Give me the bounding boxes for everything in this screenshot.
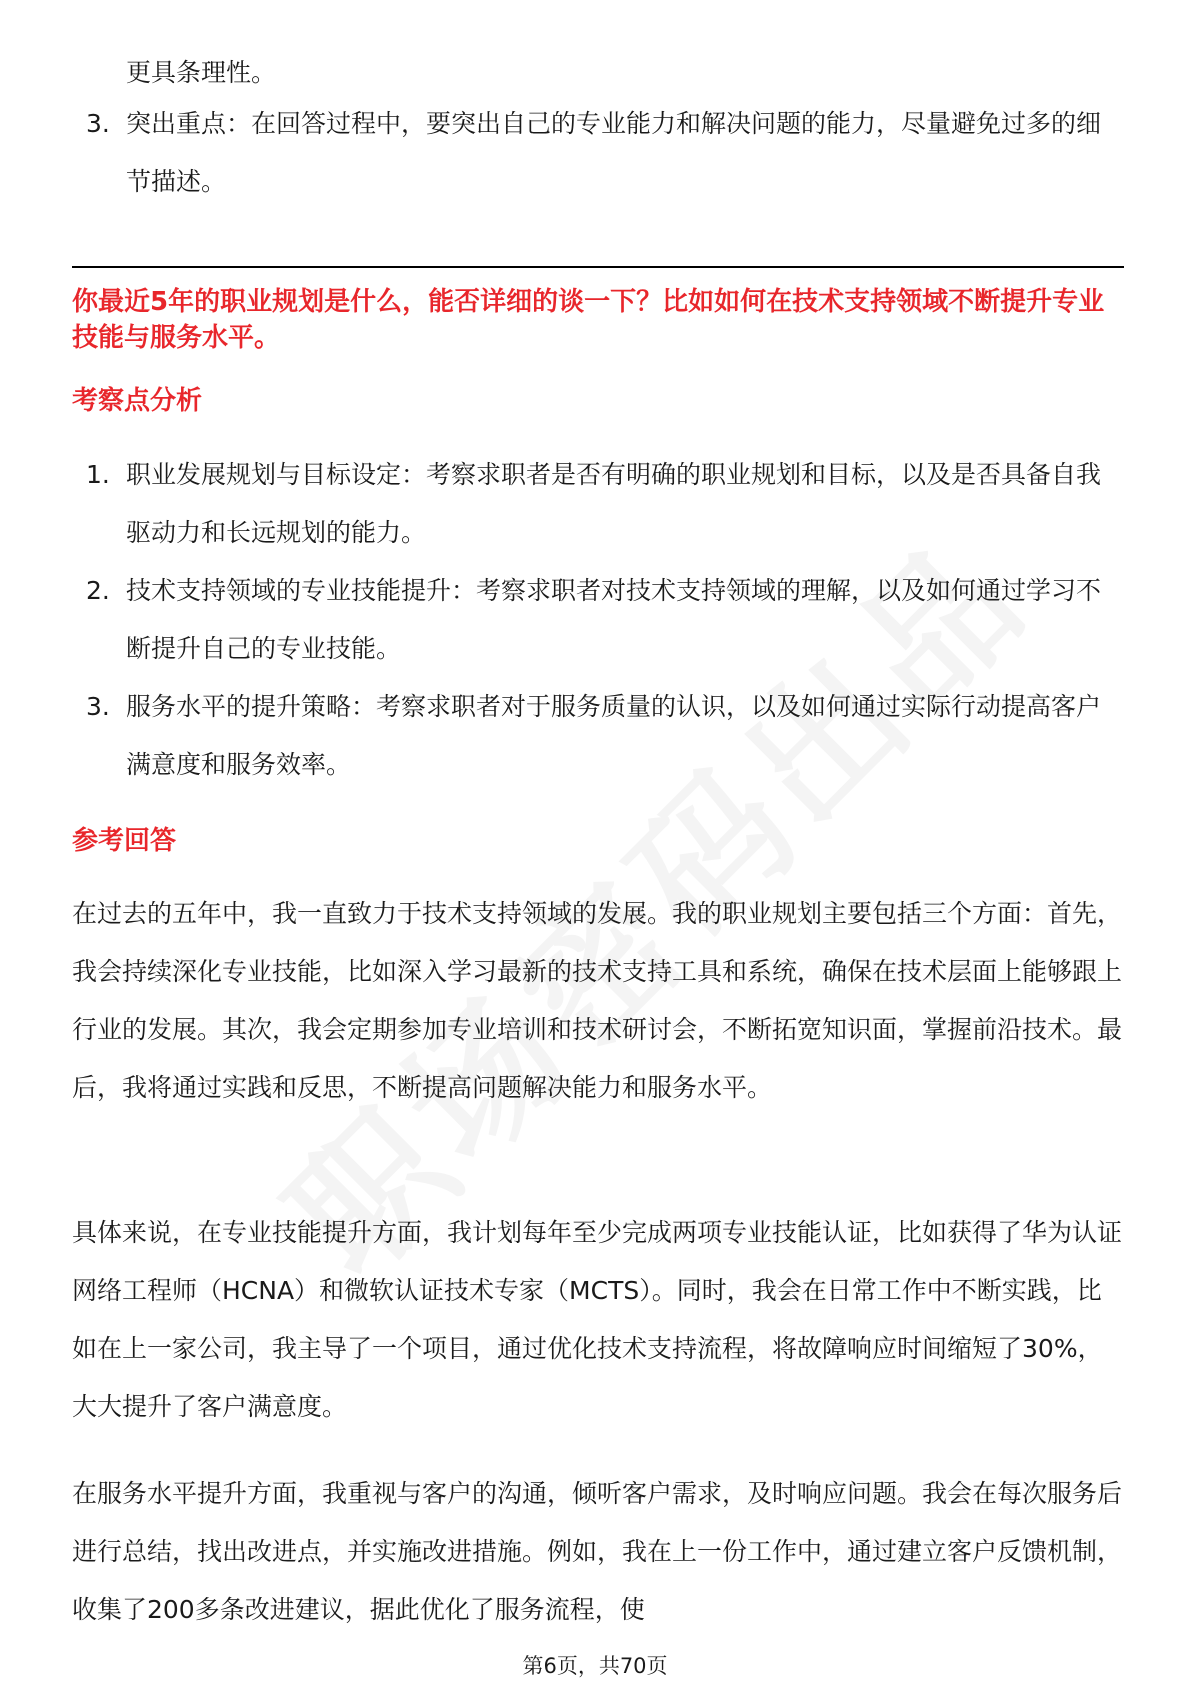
list-item <box>72 562 1124 678</box>
list-item-number: 3. <box>86 109 110 138</box>
list-item-text: 服务水平的提升策略：考察求职者对于服务质量的认识，以及如何通过实际行动提高客户满意度和服务效率。 <box>126 692 1102 779</box>
list-item-number: 3. <box>86 692 110 721</box>
answer-paragraph: 在过去的五年中，我一直致力于技术支持领域的发展。我的职业规划主要包括三个方面：首先，我会持续深化专业技能，比如深入学习最新的技术支持工具和系统，确保在技术层面上能够跟上行业的发展。其次，我会定期参加专业培训和技术研讨会，不断拓宽知识面，掌握前沿技术。最后，我将通过实践和反思，不断提高问题解决能力和服务水平。 <box>72 899 1123 1102</box>
interview-question: 你最近5年的职业规划是什么，能否详细的谈一下？比如如何在技术支持领域不断提升专业技能与服务水平。 <box>72 287 1105 353</box>
analysis-list <box>72 446 1124 794</box>
list-item-number: 2. <box>86 576 110 605</box>
list-item <box>72 446 1124 562</box>
tips-list <box>72 95 1124 211</box>
continuation-text: 更具条理性。 <box>126 58 277 87</box>
answer-heading: 参考回答 <box>72 826 177 856</box>
list-item-number: 1. <box>86 460 110 489</box>
page-number-footer: 第6页，共70页 <box>522 1654 668 1678</box>
list-item <box>72 95 1124 211</box>
analysis-heading: 考察点分析 <box>72 386 203 416</box>
answer-paragraph: 具体来说，在专业技能提升方面，我计划每年至少完成两项专业技能认证，比如获得了华为认证网络工程师（HCNA）和微软认证技术专家（MCTS）。同时，我会在日常工作中不断实践，比如在上一家公司，我主导了一个项目，通过优化技术支持流程，将故障响应时间缩短了30%，大大提升了客户满意度。 <box>72 1218 1123 1421</box>
list-item <box>72 678 1124 794</box>
list-item-text: 职业发展规划与目标设定：考察求职者是否有明确的职业规划和目标，以及是否具备自我驱动力和长远规划的能力。 <box>126 460 1102 547</box>
answer-paragraph: 在服务水平提升方面，我重视与客户的沟通，倾听客户需求，及时响应问题。我会在每次服务后进行总结，找出改进点，并实施改进措施。例如，我在上一份工作中，通过建立客户反馈机制，收集了200多条改进建议，据此优化了服务流程，使 <box>72 1479 1123 1624</box>
document-page <box>72 0 1124 1684</box>
list-item-text: 突出重点：在回答过程中，要突出自己的专业能力和解决问题的能力，尽量避免过多的细节描述。 <box>126 109 1102 196</box>
section-divider <box>72 266 1124 268</box>
list-item-text: 技术支持领域的专业技能提升：考察求职者对技术支持领域的理解，以及如何通过学习不断提升自己的专业技能。 <box>126 576 1102 663</box>
